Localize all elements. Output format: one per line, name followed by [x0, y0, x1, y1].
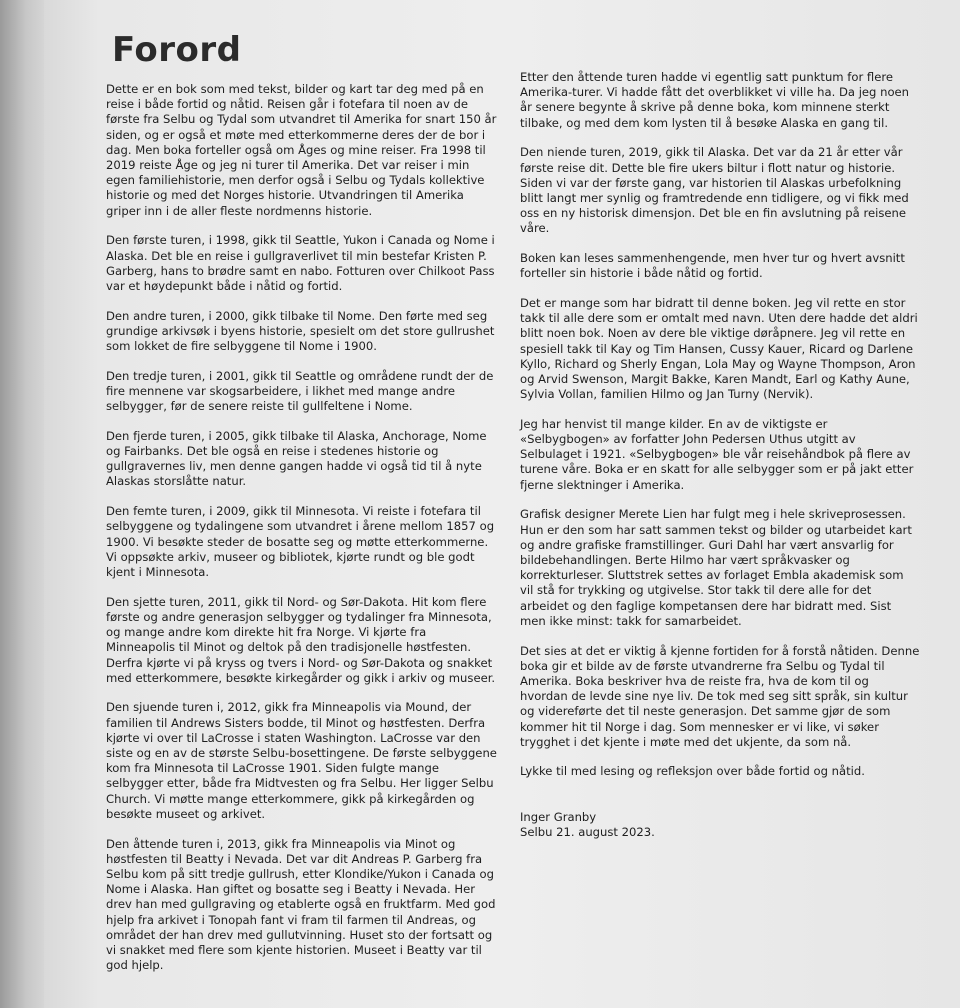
- paragraph: Grafisk designer Merete Lien har fulgt meg i hele skriveprosessen. Hun er den som har satt sammen tekst og bilder og utarbeidet kart og andre grafiske framstillinger. Guri Dahl har vært ansvarlig for bildebehandlingen. Berte Hilmo har vært språkvasker og korrekturleser. Sluttstrek settes av forlaget Embla akademisk som vil stå for trykking og utgivelse. Stor takk til dere alle for det arbeidet og den faglige kompetansen dere har bidratt med. Sist men ikke minst: takk for samarbeidet.: [520, 507, 912, 628]
- paragraph: Boken kan leses sammenhengende, men hver tur og hvert avsnitt forteller sin historie i både nåtid og fortid.: [520, 251, 905, 281]
- paragraph: Den første turen, i 1998, gikk til Seattle, Yukon i Canada og Nome i Alaska. Det ble en reise i gullgraverlivet til min bestefar Kristen P. Garberg, hans to brødre samt en nabo. Fotturen over Chilkoot Pass var et høydepunkt både i nåtid og fortid.: [106, 233, 495, 293]
- book-page: [44, 0, 960, 1008]
- paragraph: Dette er en bok som med tekst, bilder og kart tar deg med på en reise i både fortid og nåtid. Reisen går i fotefara til noen av de første fra Selbu og Tydal som utvandret til Amerika for snart 150 år siden, og er også et møte med etterkommerne deres der de bor i dag. Men boka forteller også om Åges og mine reiser. Fra 1998 til 2019 reiste Åge og jeg ni turer til Amerika. Det var reiser i min egen familiehistorie, men derfor også i Selbu og Tydals kollektive historie og med det Norges historie. Utvandringen til Amerika griper inn i de aller fleste nordmenns historie.: [106, 82, 497, 218]
- paragraph: Den sjette turen, 2011, gikk til Nord- og Sør-Dakota. Hit kom flere første og andre generasjon selbygger og tydalinger fra Minnesota, og mange andre kom direkte hit fra Norge. Vi kjørte fra Minneapolis til Minot og deltok på den tradisjonelle høstfesten. Derfra kjørte vi på kryss og tvers i Nord- og Sør-Dakota og snakket med etterkommere, besøkte kirkegårder og gikk i arkiv og museer.: [106, 594, 496, 685]
- place-date: Selbu 21. august 2023.: [520, 824, 655, 839]
- paragraph: Den niende turen, 2019, gikk til Alaska. Det var da 21 år etter vår første reise dit. Dette ble fire ukers biltur i flott natur og historie. Siden vi var der første gang, var historien til Alaskas urbefolkning blitt langt mer synlig og framtredende enn tidligere, og vi fikk med oss en ny historisk dimensjon. Det ble en fin avslutning på reisene våre.: [520, 145, 909, 236]
- paragraph: Jeg har henvist til mange kilder. En av de viktigste er «Selbygbogen» av forfatter John Pedersen Uthus utgitt av Selbulaget i 1921. «Selbygbogen» ble vår reisehåndbok på flere av turene våre. Boka er en skatt for alle selbygger som er på jakt etter fjerne slektninger i Amerika.: [520, 416, 914, 492]
- paragraph: Den femte turen, i 2009, gikk til Minnesota. Vi reiste i fotefara til selbyggene og tydalingene som utvandret i årene mellom 1857 og 1900. Vi besøkte steder de bosatte seg og møtte etterkommerne. Vi oppsøkte arkiv, museer og bibliotek, kjørte rundt og ble godt kjent i Minnesota.: [106, 504, 495, 579]
- left-column: [106, 82, 498, 988]
- paragraph: Den sjuende turen i, 2012, gikk fra Minneapolis via Mound, der familien til Andrews Sisters bodde, til Minot og høstfesten. Derfra kjørte vi over til LaCrosse i staten Washington. LaCrosse var den siste og en av de største Selbu-bosettingene. De første selbyggene kom fra Minnesota til LaCrosse 1901. Siden fulgte mange selbygger etter, både fra Midtvesten og fra Selbu. Her ligger Selbu Church. Vi møtte mange etterkommere, gikk på kirkegården og besøkte museet og arkivet.: [106, 700, 497, 821]
- paragraph: Den tredje turen, i 2001, gikk til Seattle og områdene rundt der de fire mennene var skogsarbeidere, i likhet med mange andre selbygger, før de senere reiste til gullfeltene i Nome.: [106, 368, 494, 414]
- paragraph: Det er mange som har bidratt til denne boken. Jeg vil rette en stor takk til alle dere som er omtalt med navn. Uten dere hadde det aldri blitt noen bok. Noen av dere ble viktige døråpnere. Jeg vil rette en spesiell takk til Kay og Tim Hansen, Cussy Kauer, Ricard og Darlene Kyllo, Richard og Sherly Engan, Lola May og Wayne Thompson, Aron og Arvid Swenson, Margit Bakke, Karen Mandt, Earl og Kathy Aune, Sylvia Vollan, familien Hilmo og Jan Turny (Nervik).: [520, 295, 918, 402]
- signature: [520, 810, 920, 840]
- book-spine-shadow: [0, 0, 44, 1008]
- right-column: [520, 70, 920, 840]
- paragraph: Etter den åttende turen hadde vi egentlig satt punktum for flere Amerika-turer. Vi hadde fått det overblikket vi ville ha. Da jeg noen år senere begynte å skrive på denne boka, kom minnene sterkt tilbake, og med dem kom lysten til å besøke Alaska en gang til.: [520, 70, 910, 130]
- paragraph: Det sies at det er viktig å kjenne fortiden for å forstå nåtiden. Denne boka gir et bilde av de første utvandrerne fra Selbu og Tydal til Amerika. Boka beskriver hva de reiste fra, hva de kom til og hvordan de levde sine nye liv. De tok med seg sitt språk, sin kultur og videreførte det til neste generasjon. Det samme gjør de som kommer hit til Norge i dag. Som mennesker er vi like, vi søker trygghet i det kjente i møte med det ukjente, da som nå.: [520, 643, 920, 749]
- paragraph: Den åttende turen i, 2013, gikk fra Minneapolis via Minot og høstfesten til Beatty i Nevada. Det var dit Andreas P. Garberg fra Selbu kom på sitt tredje gullrush, etter Klondike/Yukon i Canada og Nome i Alaska. Han giftet og bosatte seg i Beatty i Nevada. Her drev han med gullgraving og etablerte også en fruktfarm. Med god hjelp fra arkivet i Tonopah fant vi fram til farmen til Andreas, og området der han drev med gullutvinning. Huset sto der fortsatt og vi snakket med flere som kjente historien. Museet i Beatty var til god hjelp.: [106, 836, 496, 973]
- page-title: Forord: [112, 30, 242, 70]
- paragraph: Lykke til med lesing og refleksjon over både fortid og nåtid.: [520, 764, 865, 779]
- paragraph: Den andre turen, i 2000, gikk tilbake til Nome. Den førte med seg grundige arkivsøk i byens historie, spesielt om det store gullrushet som lokket de fire selbyggene til Nome i 1900.: [106, 308, 495, 354]
- author-name: Inger Granby: [520, 809, 597, 824]
- paragraph: Den fjerde turen, i 2005, gikk tilbake til Alaska, Anchorage, Nome og Fairbanks. Det ble også en reise i stedenes historie og gullgravernes liv, men denne gangen hadde vi også tid til å nyte Alaskas storslåtte natur.: [106, 428, 487, 489]
